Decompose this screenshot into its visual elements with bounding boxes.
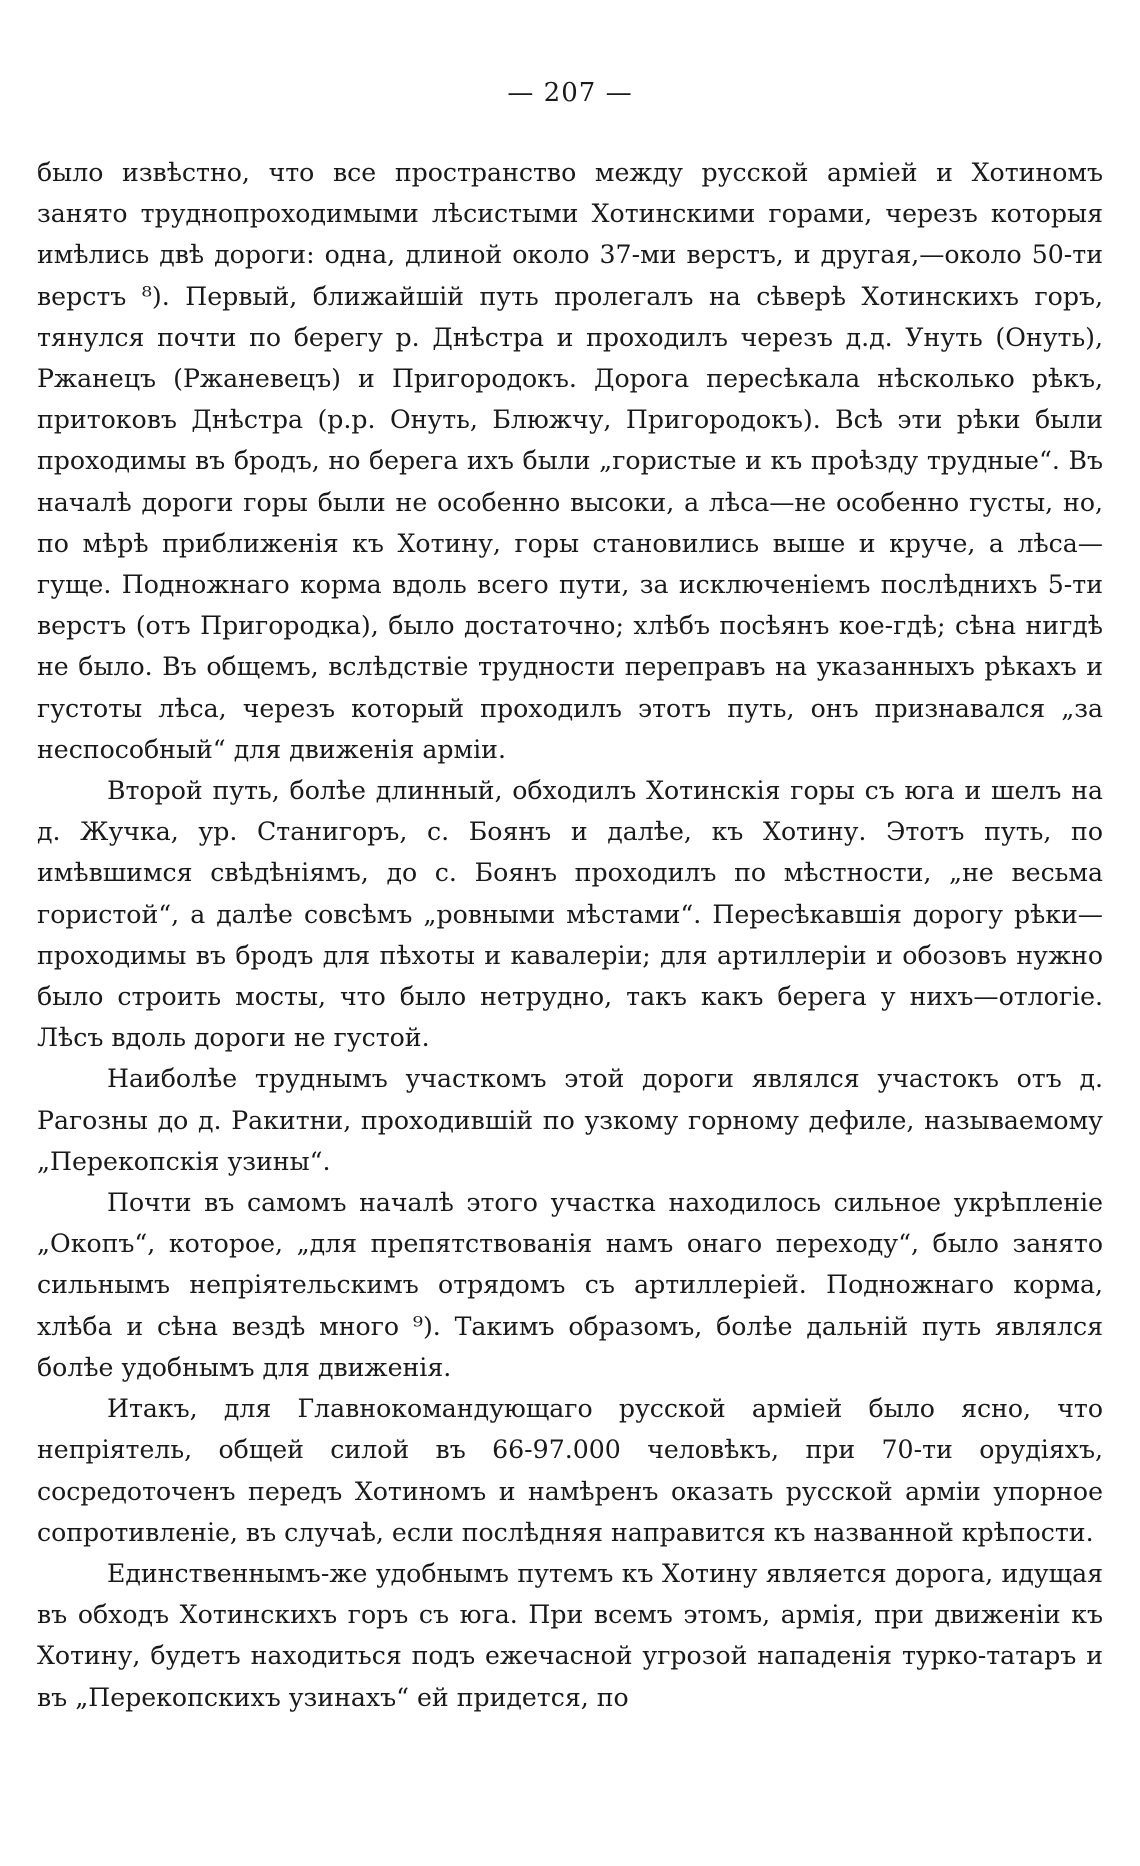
paragraph: Почти въ самомъ началѣ этого участка находилось сильное укрѣпленіе „Окопъ“, которое, „для препятствованія намъ онаго переходу“, было занято сильнымъ непріятельскимъ отрядомъ съ артиллеріей. Подножнаго корма, хлѣба и сѣна вездѣ много ⁹). Такимъ образомъ, болѣе дальній путь являлся болѣе удобнымъ для движенія. xyxy=(37,1188,1103,1382)
paragraph: было извѣстно, что все пространство между русской арміей и Хотиномъ занято труднопроходимыми лѣсистыми Хотинскими горами, черезъ которыя имѣлись двѣ дороги: одна, длиной около 37-ми верстъ, и другая,—около 50-ти верстъ ⁸). Первый, ближайшій путь пролегалъ на сѣверѣ Хотинскихъ горъ, тянулся почти по берегу р. Днѣстра и проходилъ черезъ д.д. Унуть (Онуть), Ржанецъ (Ржаневецъ) и Пригородокъ. Дорога пересѣкала нѣсколько рѣкъ, притоковъ Днѣстра (р.р. Онуть, Блюжчу, Пригородокъ). Всѣ эти рѣки были проходимы въ бродъ, но берега ихъ были „гористые и къ проѣзду трудные“. Въ началѣ дороги горы были не особенно высоки, а лѣса—не особенно густы, но, по мѣрѣ приближенія къ Хотину, горы становились выше и круче, а лѣса—гуще. Подножнаго корма вдоль всего пути, за исключеніемъ послѣднихъ 5-ти верстъ (отъ Пригородка), было достаточно; хлѣбъ посѣянъ кое-гдѣ; сѣна нигдѣ не было. Въ общемъ, вслѣдствіе трудности переправъ на указанныхъ рѣкахъ и густоты лѣса, черезъ который проходилъ этотъ путь, онъ признавался „за неспособный“ для движенія арміи. xyxy=(37,158,1103,764)
body-text xyxy=(37,152,1103,1718)
page-number: — 207 — xyxy=(507,78,633,108)
paragraph: Итакъ, для Главнокомандующаго русской арміей было ясно, что непріятель, общей силой въ 66-97.000 человѣкъ, при 70-ти орудіяхъ, сосредоточенъ передъ Хотиномъ и намѣренъ оказать русской арміи упорное сопротивленіе, въ случаѣ, если послѣдняя направится къ названной крѣпости. xyxy=(37,1394,1103,1547)
paragraph: Наиболѣе труднымъ участкомъ этой дороги являлся участокъ отъ д. Рагозны до д. Ракитни, проходившій по узкому горному дефиле, называемому „Перекопскія узины“. xyxy=(37,1064,1103,1176)
paragraph: Единственнымъ-же удобнымъ путемъ къ Хотину является дорога, идущая въ обходъ Хотинскихъ горъ съ юга. При всемъ этомъ, армія, при движеніи къ Хотину, будетъ находиться подъ ежечасной угрозой нападенія турко-татаръ и въ „Перекопскихъ узинахъ“ ей придется, по xyxy=(37,1558,1103,1712)
paragraph: Второй путь, болѣе длинный, обходилъ Хотинскія горы съ юга и шелъ на д. Жучка, ур. Станигоръ, с. Боянъ и далѣе, къ Хотину. Этотъ путь, по имѣвшимся свѣдѣніямъ, до с. Боянъ проходилъ по мѣстности, „не весьма гористой“, а далѣе совсѣмъ „ровными мѣстами“. Пересѣкавшія дорогу рѣки—проходимы въ бродъ для пѣхоты и кавалеріи; для артиллеріи и обозовъ нужно было строить мосты, что было нетрудно, такъ какъ берега у нихъ—отлогіе. Лѣсъ вдоль дороги не густой. xyxy=(37,776,1103,1053)
